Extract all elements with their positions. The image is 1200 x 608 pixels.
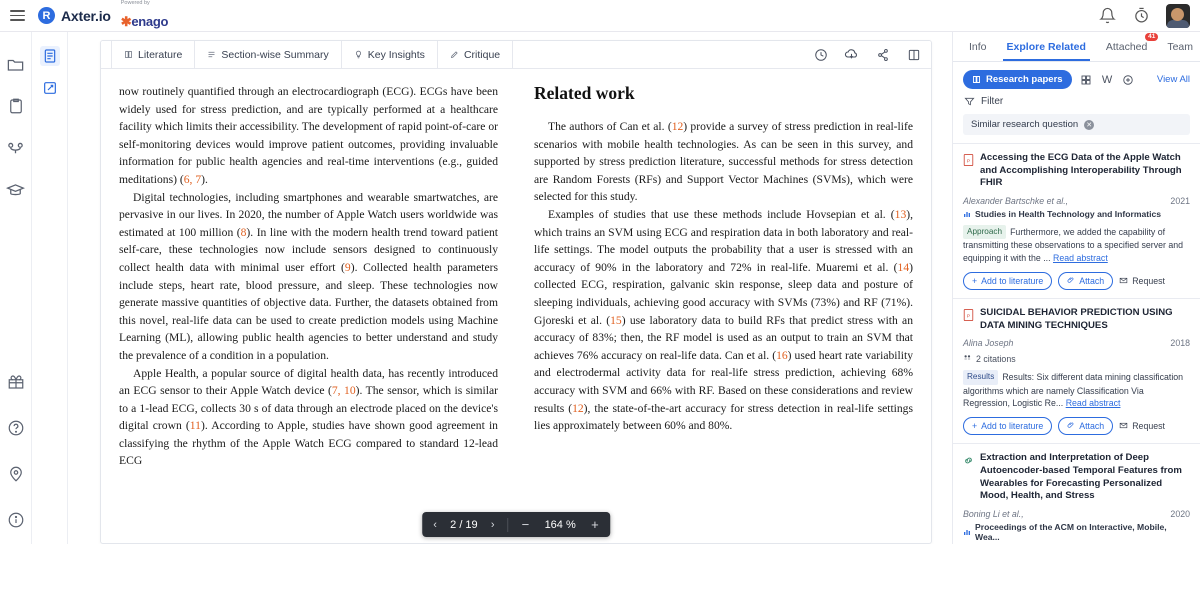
card-meta xyxy=(963,338,1190,348)
card-venue xyxy=(963,522,1190,542)
card-authors: Alexander Bartschke et al., xyxy=(963,195,1069,206)
result-card[interactable] xyxy=(953,143,1200,298)
edit-square-icon[interactable] xyxy=(40,78,60,98)
timer-icon[interactable] xyxy=(1132,7,1150,25)
bell-icon[interactable] xyxy=(1098,7,1116,25)
svg-text:P: P xyxy=(966,158,971,164)
attach-button[interactable] xyxy=(1058,417,1113,435)
citation-ref[interactable]: 14 xyxy=(897,260,910,274)
plus-icon: + xyxy=(972,421,978,432)
page-right xyxy=(516,69,931,544)
page-indicator: 2 / 19 xyxy=(450,518,478,531)
list-icon xyxy=(207,50,216,60)
hamburger-line xyxy=(10,15,25,17)
citation-ref[interactable]: 13 xyxy=(894,207,907,221)
result-card[interactable] xyxy=(953,298,1200,443)
card-header xyxy=(963,307,1190,332)
chip-label: Similar research question xyxy=(971,119,1079,130)
read-abstract-link[interactable]: Read abstract xyxy=(1065,398,1121,408)
card-header xyxy=(963,152,1190,190)
citation-ref[interactable]: 12 xyxy=(671,120,684,133)
filter-icon xyxy=(963,95,976,108)
paperclip-icon xyxy=(1067,276,1075,286)
graduation-cap-icon[interactable] xyxy=(6,180,26,200)
bottom-blank-strip xyxy=(0,544,1200,608)
tab-attached[interactable] xyxy=(1096,32,1157,61)
reader-tools xyxy=(813,41,931,68)
pdf-icon xyxy=(963,308,974,320)
cloud-download-icon[interactable] xyxy=(844,47,859,62)
tab-label: Literature xyxy=(138,48,183,61)
card-tag: Results xyxy=(963,370,998,384)
citation-ref[interactable]: 12 xyxy=(572,401,584,415)
read-abstract-link[interactable]: Read abstract xyxy=(1053,252,1108,263)
w-icon[interactable]: W xyxy=(1101,73,1113,86)
journal-icon xyxy=(963,210,971,218)
card-citations xyxy=(963,353,1190,364)
reader-tab-bar xyxy=(101,41,931,69)
citation-ref[interactable]: 7, 10 xyxy=(331,384,356,398)
citation-ref[interactable]: 15 xyxy=(610,313,622,327)
layout-columns-icon[interactable] xyxy=(906,47,921,62)
bulb-icon xyxy=(354,50,363,60)
brand-logo-group[interactable] xyxy=(38,1,168,30)
tab-label: Critique xyxy=(463,48,501,61)
result-card[interactable] xyxy=(953,443,1200,544)
brand-mark-icon: R xyxy=(38,7,55,24)
help-circle-icon[interactable] xyxy=(6,418,26,438)
card-year: 2020 xyxy=(1170,508,1190,519)
envelope-icon xyxy=(1119,421,1128,432)
card-tag: Approach xyxy=(963,225,1006,239)
tab-label: Section-wise Summary xyxy=(221,48,329,61)
tab-label: Attached xyxy=(1105,40,1148,53)
enago-glyph-icon: ✱ xyxy=(120,13,132,29)
chip-label: Research papers xyxy=(986,74,1063,85)
grid-icon[interactable] xyxy=(1080,73,1093,86)
card-year: 2021 xyxy=(1170,195,1190,206)
zoom-in-button[interactable]: + xyxy=(591,517,599,532)
filter-label: Filter xyxy=(981,96,1004,107)
card-venue xyxy=(963,209,1190,219)
paragraph: Apple Health, a popular source of digital health data, has recently introduced an ECG sensor to their Apple Watch device (7, 10). The sensor, which is similar to a 1-lead ECG, collects 30 s of data through an electrode placed on the device's digital crown (11). According to Apple, studies have shown good agreement in classifying the rhythm of the Apple Watch ECG compared to standard 12-lead ECG xyxy=(119,366,498,468)
svg-text:P: P xyxy=(966,313,971,319)
page-left-text xyxy=(119,83,498,470)
citation-ref[interactable]: 9 xyxy=(344,260,351,274)
tab-label: Explore Related xyxy=(1006,40,1086,53)
top-bar xyxy=(0,0,1200,32)
tab-critique[interactable] xyxy=(438,41,513,68)
paragraph: Digital technologies, including smartphones and wearable smartwatches, are pervasive in our lives. In 2020, the number of Apple Watch users worldwide was estimated at 100 million (8). In line with the modern health trend toward patient self-care, these technologies now include sensors designed to continuously collect health data with minimal user effort (9). Collected health parameters include steps, heart rate, blood pressure, and sleep. These technologies now generate massive quantities of objective data. Further, the datasets obtained from this novel, real-life data can be used to create prediction models using Machine Learning (ML), allowing public health agencies to better understand and study the prevalence of a condition in a population. xyxy=(119,190,498,362)
document-active-icon[interactable] xyxy=(40,46,60,66)
zoom-level: 164 % xyxy=(544,518,576,531)
citations-label: 2 citations xyxy=(976,353,1016,364)
card-authors: Boning Li et al., xyxy=(963,508,1024,519)
paragraph: now routinely quantified through an electrocardiograph (ECG). ECGs have been widely used for stress prediction, and are typically performed at a healthcare facility which limits their accessibility. The development of rapid point-of-care or self-monitoring devices would improve patient outcomes, providing invaluable information for public health agencies and real-time interventions (e.g., guided meditations) (6, 7). xyxy=(119,85,498,186)
document-reader-panel xyxy=(100,40,932,544)
prev-page-button[interactable]: ‹ xyxy=(433,518,437,531)
topbar-actions xyxy=(1098,4,1200,28)
share-icon[interactable] xyxy=(875,47,890,62)
citation-ref[interactable]: 6, 7 xyxy=(183,172,202,186)
tab-label: Info xyxy=(969,40,987,53)
folder-icon[interactable] xyxy=(6,54,26,74)
explore-related-sidebar xyxy=(952,32,1200,544)
card-title: Extraction and Interpretation of Deep Autoencoder-based Temporal Features from Wearables for Forecasting Personalized Mood, Health, and Stress xyxy=(980,452,1182,502)
tab-section-wise-summary[interactable] xyxy=(195,41,341,68)
clipboard-icon[interactable] xyxy=(6,96,26,116)
citation-ref[interactable]: 11 xyxy=(189,419,201,433)
similar-research-question-chip[interactable] xyxy=(963,114,1190,135)
card-venue-label: Proceedings of the ACM on Interactive, Mobile, Wea... xyxy=(975,521,1167,542)
button-label: Attach xyxy=(1079,421,1105,432)
card-actions xyxy=(963,272,1190,290)
divider xyxy=(508,518,509,532)
powered-by-label: Powered by xyxy=(120,0,150,7)
book-icon xyxy=(124,50,133,60)
tab-info[interactable] xyxy=(959,32,997,61)
journal-icon xyxy=(963,528,971,536)
info-circle-icon[interactable] xyxy=(6,510,26,530)
tab-literature[interactable] xyxy=(111,41,195,68)
tab-label: Key Insights xyxy=(367,48,425,61)
quote-icon xyxy=(963,353,972,364)
brand-name: Axter.io xyxy=(61,7,111,24)
card-authors: Alina Joseph xyxy=(963,338,1014,349)
card-snippet xyxy=(963,370,1190,409)
tab-explore-related[interactable] xyxy=(997,32,1096,61)
network-icon[interactable] xyxy=(6,138,26,158)
card-snippet-text: Furthermore, we added the capability of transmitting these observations to a specified server and equipping it with the ... xyxy=(963,226,1184,263)
citation-ref[interactable]: 16 xyxy=(776,348,788,362)
tab-team[interactable] xyxy=(1157,32,1200,61)
avatar[interactable] xyxy=(1166,4,1190,28)
close-icon[interactable]: ✕ xyxy=(1084,120,1094,130)
plus-circle-icon[interactable] xyxy=(1122,73,1135,86)
button-label: Request xyxy=(1132,421,1165,432)
filter-control[interactable] xyxy=(953,93,1200,114)
plus-icon: + xyxy=(972,276,978,286)
view-all-link[interactable]: View All xyxy=(1156,74,1190,85)
enago-wordmark: ✱enago xyxy=(120,13,169,29)
tab-label: Team xyxy=(1167,40,1194,53)
add-to-literature-button[interactable] xyxy=(963,417,1052,435)
research-papers-chip[interactable] xyxy=(963,70,1072,89)
card-header xyxy=(963,452,1190,502)
tab-key-insights[interactable] xyxy=(342,41,438,68)
button-label: Attach xyxy=(1079,276,1105,286)
book-icon xyxy=(972,75,981,84)
button-label: Add to literature xyxy=(981,276,1044,286)
page-navigation-toolbar xyxy=(422,512,610,537)
attached-count-badge: 41 xyxy=(1145,33,1158,41)
card-snippet xyxy=(963,225,1190,264)
card-venue-label: Studies in Health Technology and Informatics xyxy=(975,208,1162,219)
button-label: Request xyxy=(1132,276,1165,286)
card-snippet-text: Results: Six different data mining classification algorithms which are namely Classification Via Regression, Logistic Re... xyxy=(963,372,1184,408)
pen-icon xyxy=(450,50,459,60)
paperclip-icon xyxy=(1067,421,1075,431)
document-pages xyxy=(101,69,931,544)
hamburger-icon[interactable] xyxy=(0,10,34,21)
history-icon[interactable] xyxy=(813,47,828,62)
link-icon xyxy=(963,453,974,465)
page-left xyxy=(101,69,516,544)
card-actions xyxy=(963,417,1190,435)
zoom-out-button[interactable]: − xyxy=(521,517,530,532)
envelope-icon xyxy=(1119,276,1128,287)
button-label: Add to literature xyxy=(981,421,1044,432)
pdf-icon xyxy=(963,153,974,165)
card-title: Accessing the ECG Data of the Apple Watch and Accomplishing Interoperability Through FHIR xyxy=(980,152,1182,189)
citation-ref[interactable]: 8 xyxy=(240,225,247,239)
gift-icon[interactable] xyxy=(6,372,26,392)
add-to-literature-button[interactable] xyxy=(963,272,1052,290)
request-button[interactable] xyxy=(1119,276,1165,287)
request-button[interactable] xyxy=(1119,421,1165,432)
next-page-button[interactable]: › xyxy=(490,518,495,531)
paragraph: The authors of Can et al. (12) provide a survey of stress prediction in real-life scenarios with mobile health technologies. As can be seen in this survey, and supported by stress prediction literature, successful methods for stress detection are Random Forests (RFs) and Support Vector Machines (SVMs), which were selected for this study. xyxy=(534,120,913,204)
card-title: SUICIDAL BEHAVIOR PREDICTION USING DATA MINING TECHNIQUES xyxy=(980,307,1173,331)
hamburger-line xyxy=(10,10,25,12)
sidebar-tab-bar xyxy=(953,32,1200,62)
section-heading: Related work xyxy=(534,83,635,103)
sidebar-filter-row xyxy=(953,62,1200,93)
card-meta xyxy=(963,196,1190,206)
location-pin-icon[interactable] xyxy=(6,464,26,484)
paragraph: Examples of studies that use these methods include Hovsepian et al. (13), which trains an SVM using ECG and respiration data in both laboratory and real-life settings. The model outputs the probability that a user is stressed with an accuracy of 90% in the laboratory and 72% in real-life. Muaremi et al. (14) collected ECG, respiration, galvanic skin response, sleep data and posture of sleeping individuals, achieving good accuracy with SVMs (73%) and RF (71%). Gjoreski et al. (15) use laboratory data to build RFs that predict stress with an accuracy of 83%; then, the RF model is used as an output to train an SVM that achieves 76% accuracy on real-life data. Can et al. (16) used heart rate variability and electrodermal activity data for real-life stress prediction, achieving 68% accuracy with SVM and 66% with RF. Based on these considerations and review results (12), the state-of-the-art accuracy for stress detection in real-life settings lies approximately between 60% and 80%. xyxy=(534,207,913,433)
left-rail xyxy=(0,32,32,544)
document-rail xyxy=(32,32,68,544)
card-year: 2018 xyxy=(1170,338,1190,349)
card-meta xyxy=(963,509,1190,519)
page-right-text xyxy=(534,118,913,435)
attach-button[interactable] xyxy=(1058,272,1113,290)
hamburger-line xyxy=(10,19,25,21)
